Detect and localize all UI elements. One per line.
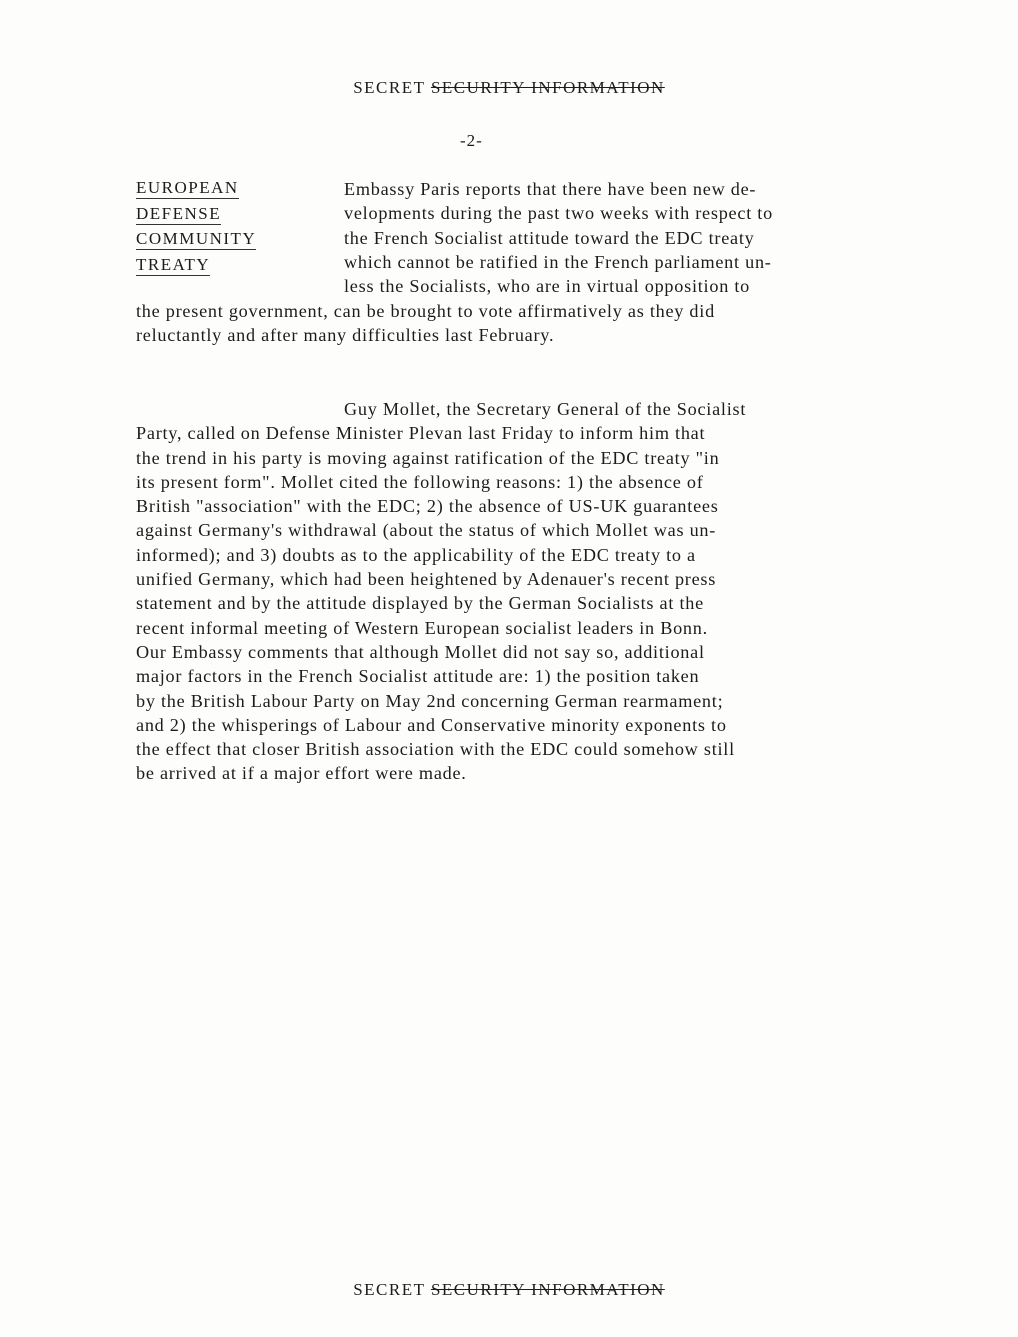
text-line: the present government, can be brought to vote affirmatively as they did	[136, 301, 715, 321]
text-line: against Germany's withdrawal (about the status of which Mollet was un-	[136, 520, 717, 541]
text-line: Guy Mollet, the Secretary General of the Socialist	[344, 399, 747, 419]
section-heading	[136, 178, 256, 280]
text-line: the trend in his party is moving against ratification of the EDC treaty "in	[136, 447, 720, 468]
text-line: Our Embassy comments that although Mollet did not say so, additional	[136, 641, 705, 662]
heading-line: DEFENSE	[136, 203, 222, 223]
text-line: major factors in the French Socialist attitude are: 1) the position taken	[136, 666, 700, 687]
text-line: Embassy Paris reports that there have been new de-	[344, 179, 757, 199]
text-line: British "association" with the EDC; 2) the absence of US-UK guarantees	[136, 496, 719, 517]
text-line: its present form". Mollet cited the following reasons: 1) the absence of	[136, 471, 704, 492]
classification-prefix: SECRET	[353, 1280, 426, 1299]
text-line: Party, called on Defense Minister Plevan last Friday to inform him that	[136, 423, 706, 444]
text-line: recent informal meeting of Western European socialist leaders in Bonn.	[136, 617, 708, 638]
page-number: -2-	[460, 131, 483, 150]
classification-struck-text: SECURITY INFORMATION	[430, 1280, 665, 1299]
text-line: unified Germany, which had been heightened by Adenauer's recent press	[136, 569, 717, 590]
text-line: be arrived at if a major effort were made.	[136, 763, 467, 784]
paragraph-1-indented	[344, 177, 773, 298]
text-line: velopments during the past two weeks with respect to	[344, 203, 773, 224]
heading-line: COMMUNITY	[136, 229, 257, 248]
text-line: by the British Labour Party on May 2nd concerning German rearmament;	[136, 690, 724, 711]
text-line: which cannot be ratified in the French parliament un-	[344, 251, 772, 272]
classification-prefix: SECRET	[353, 78, 426, 97]
text-line: reluctantly and after many difficulties last February.	[136, 325, 555, 346]
text-line: statement and by the attitude displayed by the German Socialists at the	[136, 593, 704, 614]
classification-struck-text: SECURITY INFORMATION	[430, 78, 665, 97]
paragraph-2	[136, 397, 746, 786]
classification-header	[0, 78, 1018, 98]
text-line: and 2) the whisperings of Labour and Conservative minority exponents to	[136, 714, 727, 735]
paragraph-1-full	[136, 299, 715, 348]
text-line: the French Socialist attitude toward the EDC treaty	[344, 227, 755, 248]
text-line: informed); and 3) doubts as to the applicability of the EDC treaty to a	[136, 544, 696, 565]
heading-line: TREATY	[136, 254, 211, 274]
text-line: the effect that closer British association with the EDC could somehow still	[136, 739, 735, 760]
classification-footer	[0, 1280, 1018, 1300]
text-line: less the Socialists, who are in virtual opposition to	[344, 276, 750, 297]
heading-line: EUROPEAN	[136, 178, 239, 197]
